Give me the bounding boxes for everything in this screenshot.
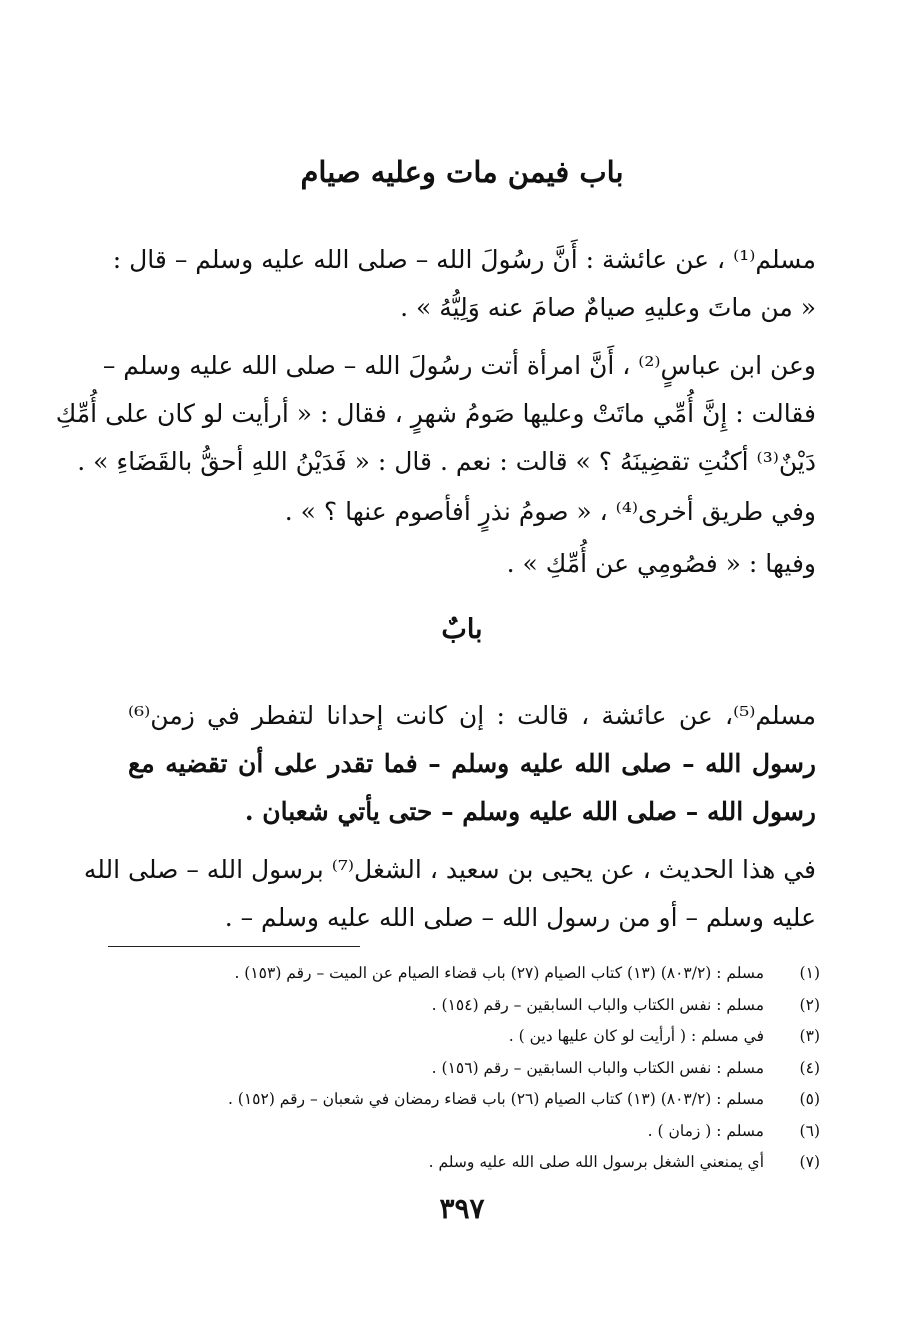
- text-line: وفيها : « فصُومِي عن أُمِّكِ » .: [506, 549, 816, 578]
- hadith-commentary: [83, 846, 816, 942]
- hadith-aisha-shaban: [128, 692, 816, 836]
- footnote-number: (٢): [799, 995, 820, 1014]
- footnote-number: (١): [799, 964, 820, 982]
- footnote: [128, 1147, 820, 1179]
- footnote-text: أي يمنعني الشغل برسول الله صلى الله عليه وسلم .: [428, 1153, 764, 1171]
- text-line: فقالت : إِنَّ أُمِّي ماتَتْ وعليها صَومُ شهرٍ ، فقال : « أرأيت لو كان على أُمِّكِ: [55, 399, 816, 428]
- text-line: وفي طريق أخرى⁽⁴⁾ ، « صومُ نذرٍ أفأصوم عنها ؟ » .: [284, 497, 816, 526]
- footnote-text: مسلم : ( زمان ) .: [647, 1121, 764, 1140]
- text-line: مسلم⁽⁵⁾، عن عائشة ، قالت : إن كانت إحدانا لتفطر في زمن⁽⁶⁾: [128, 701, 816, 730]
- narration-addition: [128, 540, 816, 588]
- footnote-divider: [108, 946, 360, 947]
- text-line: رسول الله – صلى الله عليه وسلم – فما تقدر على أن تقضيه مع: [128, 749, 816, 778]
- text-line: في هذا الحديث ، عن يحيى بن سعيد ، الشغل⁽⁷⁾ برسول الله – صلى الله: [83, 855, 816, 884]
- section-heading: بابٌ: [441, 614, 483, 645]
- another-narration: [128, 488, 816, 536]
- footnote: [128, 958, 820, 990]
- footnote: [128, 990, 820, 1022]
- footnote-text: مسلم : (٨٠٣/٢) (١٣) كتاب الصيام (٢٧) باب قضاء الصيام عن الميت – رقم (١٥٣) .: [234, 964, 764, 982]
- hadith-ibn-abbas: [55, 342, 816, 486]
- text-line: رسول الله – صلى الله عليه وسلم – حتى يأتي شعبان .: [244, 797, 816, 826]
- footnote-number: (٦): [799, 1121, 820, 1140]
- footnotes: [128, 958, 820, 1179]
- hadith-aisha-fasting: [112, 236, 816, 332]
- footnote-text: في مسلم : ( أرأيت لو كان عليها دين ) .: [508, 1027, 764, 1045]
- footnote-text: مسلم : نفس الكتاب والباب السابقين – رقم (١٥٤) .: [431, 995, 764, 1014]
- text-line: وعن ابن عباسٍ⁽²⁾ ، أَنَّ امرأة أتت رسُولَ الله – صلى الله عليه وسلم –: [102, 351, 816, 380]
- footnote: [128, 1021, 820, 1053]
- text-line: عليه وسلم – أو من رسول الله – صلى الله عليه وسلم – .: [224, 903, 816, 932]
- footnote: [128, 1084, 820, 1116]
- footnote: [128, 1053, 820, 1085]
- footnote-number: (٧): [799, 1153, 820, 1171]
- text-line: دَيْنٌ⁽³⁾ أكنُتِ تقضِينَهُ ؟ » قالت : نعم . قال : « فَدَيْنُ اللهِ أحقُّ بالقَضَاءِ » .: [77, 447, 816, 476]
- footnote-number: (٤): [799, 1058, 820, 1077]
- footnote-number: (٣): [799, 1027, 820, 1045]
- text-line: مسلم⁽¹⁾ ، عن عائشة : أَنَّ رسُولَ الله – صلى الله عليه وسلم – قال :: [112, 245, 816, 274]
- footnote-text: مسلم : (٨٠٣/٢) (١٣) كتاب الصيام (٢٦) باب قضاء رمضان في شعبان – رقم (١٥٢) .: [227, 1090, 764, 1108]
- footnote-text: مسلم : نفس الكتاب والباب السابقين – رقم (١٥٦) .: [431, 1058, 764, 1077]
- footnote-number: (٥): [799, 1090, 820, 1108]
- page-number: ٣٩٧: [439, 1192, 485, 1225]
- chapter-heading: باب فيمن مات وعليه صيام: [300, 155, 624, 189]
- text-line: « من ماتَ وعليهِ صيامٌ صامَ عنه وَلِيُّهُ » .: [400, 293, 816, 322]
- footnote: [128, 1116, 820, 1148]
